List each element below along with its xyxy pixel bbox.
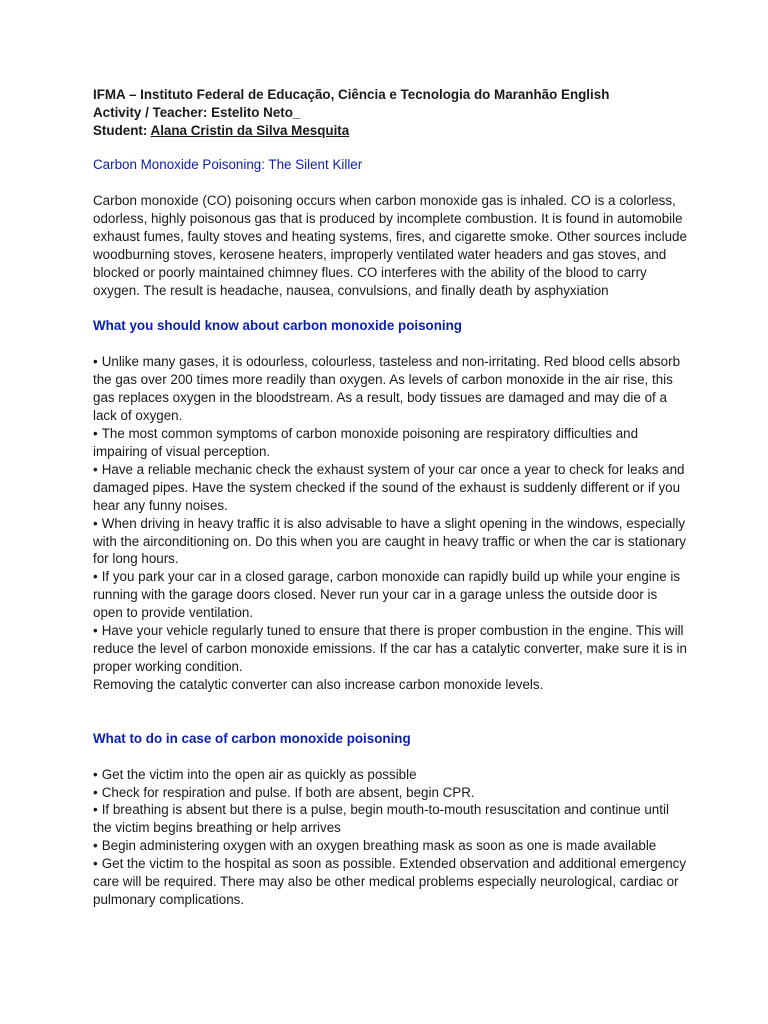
bullet-mark: • xyxy=(93,354,98,370)
student-label: Student: xyxy=(93,123,148,138)
header-student xyxy=(93,122,688,140)
list-item xyxy=(93,461,688,515)
section-heading-know: What you should know about carbon monoxide poisoning xyxy=(93,318,462,334)
closing-sentence: Removing the catalytic converter can also increase carbon monoxide levels. xyxy=(93,676,544,692)
student-name: Alana Cristin da Silva Mesquita xyxy=(150,123,350,138)
document-title: Carbon Monoxide Poisoning: The Silent Killer xyxy=(93,157,363,172)
list-item xyxy=(93,425,688,461)
action-bullet-list xyxy=(93,766,688,909)
bullet-mark: • xyxy=(93,802,98,818)
header-institution: IFMA – Instituto Federal de Educação, Ciência e Tecnologia do Maranhão English xyxy=(93,87,610,102)
list-item xyxy=(93,515,688,569)
know-bullet-list xyxy=(93,353,688,675)
list-item xyxy=(93,801,688,837)
bullet-mark: • xyxy=(93,784,98,800)
list-item-text: If you park your car in a closed garage, carbon monoxide can rapidly build up while your engine is running with the garage doors closed. Never run your car in a garage unless the outside door is open to provide ventilation. xyxy=(93,569,681,621)
list-item xyxy=(93,784,688,802)
list-item-text: Get the victim to the hospital as soon as possible. Extended observation and additional emergency care will be required. There may also be other medical problems especially neurological, cardiac or pulmonary complications. xyxy=(93,856,687,907)
intro-paragraph: Carbon monoxide (CO) poisoning occurs when carbon monoxide gas is inhaled. CO is a colorless, odorless, highly poisonous gas that is produced by incomplete combustion. It is found in automobile exhaust fumes, faulty stoves and heating systems, fires, and cigarette smoke. Other sources include woodburning stoves, kerosene heaters, improperly ventilated water headers and gas stoves, and blocked or poorly maintained chimney flues. CO interferes with the ability of the blood to carry oxygen. The result is headache, nausea, convulsions, and finally death by asphyxiation xyxy=(93,193,687,298)
list-item-text: Have your vehicle regularly tuned to ensure that there is proper combustion in the engine. This will reduce the level of carbon monoxide emissions. If the car has a catalytic converter, make sure it is in proper working condition. xyxy=(93,623,687,674)
list-item-text: Get the victim into the open air as quickly as possible xyxy=(101,766,417,782)
list-item xyxy=(93,837,688,855)
list-item xyxy=(93,622,688,676)
bullet-mark: • xyxy=(93,461,98,477)
header-activity: Activity / Teacher: Estelito Neto_ xyxy=(93,105,301,120)
bullet-mark: • xyxy=(93,515,98,531)
bullet-mark: • xyxy=(93,856,98,872)
list-item-text: Have a reliable mechanic check the exhaust system of your car once a year to check for leaks and damaged pipes. Have the system checked if the sound of the exhaust is suddenly different or if you hear any funny noises. xyxy=(93,461,685,513)
list-item xyxy=(93,353,688,425)
bullet-mark: • xyxy=(93,426,98,442)
list-item xyxy=(93,855,688,909)
list-item-text: When driving in heavy traffic it is also advisable to have a slight opening in the windows, especially with the airconditioning on. Do this when you are caught in heavy traffic or when the car is stationary for long hours. xyxy=(93,515,686,567)
list-item-text: If breathing is absent but there is a pulse, begin mouth-to-mouth resuscitation and continue until the victim begins breathing or help arrives xyxy=(93,802,669,836)
list-item xyxy=(93,568,688,622)
bullet-mark: • xyxy=(93,569,98,585)
section-heading-what-to-do: What to do in case of carbon monoxide poisoning xyxy=(93,730,411,746)
bullet-mark: • xyxy=(93,623,98,639)
bullet-mark: • xyxy=(93,766,98,782)
list-item-text: Unlike many gases, it is odourless, colourless, tasteless and non-irritating. Red blood cells absorb the gas over 200 times more readily than oxygen. As levels of carbon monoxide in the air rise, this gas replaces oxygen in the bloodstream. As a result, body tissues are damaged and may die of a lack of oxygen. xyxy=(93,354,681,424)
list-item-text: Check for respiration and pulse. If both are absent, begin CPR. xyxy=(101,784,475,800)
bullet-mark: • xyxy=(93,838,98,854)
list-item-text: The most common symptoms of carbon monoxide poisoning are respiratory difficulties and impairing of visual perception. xyxy=(93,426,639,459)
list-item-text: Begin administering oxygen with an oxygen breathing mask as soon as one is made available xyxy=(101,838,657,854)
list-item xyxy=(93,766,688,784)
